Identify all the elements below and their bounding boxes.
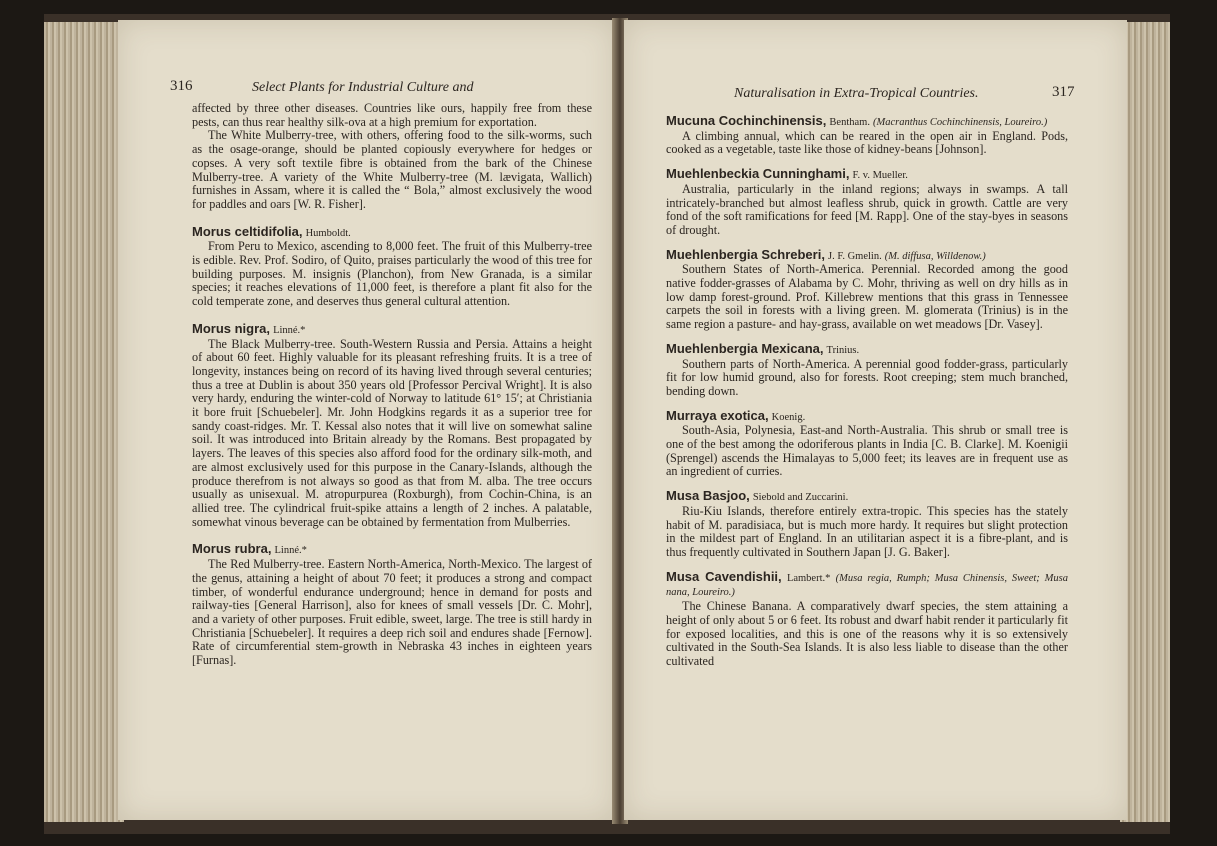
entry-text: South-Asia, Polynesia, East-and North-Australia. This shrub or small tree is one of the best among the odoriferous plants in India [C. B. Clarke]. M. Koenigii (Sprengel) ascends the Himalayas to 5,000 feet; its leaves are in frequent use as an ingredient of curries. xyxy=(666,423,1068,479)
entry-heading xyxy=(666,167,1068,183)
entry-heading xyxy=(666,409,1068,425)
entry-text: The Red Mulberry-tree. Eastern North-America, North-Mexico. The largest of the genus, attaining a height of about 70 feet; it produces a strong and compact timber, of wonderful endurance underground; hence in demand for posts and railway-ties [General Harrison], also for knees of small vessels [Dr. C. Mohr], and a variety of other purposes. Fruit edible, sweet, large. The tree is still hardy in Christiania [Schuebeler]. It requires a deep rich soil and endures shade [Fernow]. Rate of circumferential stem-growth in Nebraska 43 inches in eighteen years [Furnas]. xyxy=(192,557,592,668)
species-name: Morus nigra, xyxy=(192,320,271,336)
entry-heading xyxy=(192,542,592,558)
species-author: Linné.* xyxy=(274,545,307,557)
entry-heading xyxy=(192,225,592,241)
running-head: Naturalisation in Extra-Tropical Countries. xyxy=(734,86,979,101)
entry-heading xyxy=(666,114,1068,130)
entry-text: The Chinese Banana. A comparatively dwarf species, the stem attaining a height of only about 5 or 6 feet. Its robust and dwarf habit render it particularly fit for exposed localities, and this is one of the reasons why it is so extensively cultivated in the South-Sea Islands. It is also less liable to disease than the other cultivated xyxy=(666,599,1068,668)
entry-text: A climbing annual, which can be reared in the open air in England. Pods, cooked as a vegetable, taste like those of kidney-beans [Johnson]. xyxy=(666,128,1068,157)
species-synonym: (Macranthus Cochinchinensis, Loureiro.) xyxy=(873,117,1048,128)
species-author: Bentham. xyxy=(829,117,870,128)
species-author: Trinius. xyxy=(826,344,860,356)
entry-text: Australia, particularly in the inland regions; always in swamps. A tall intricately-branched but almost leafless shrub, quick in growth. Cattle are very fond of the soft ramifications for feed [M. Rapp]. One of the stay-byes in seasons of drought. xyxy=(666,181,1068,237)
species-synonym: (M. diffusa, Willdenow.) xyxy=(884,250,986,262)
species-name: Murraya exotica, xyxy=(666,407,769,423)
species-author: J. F. Gmelin. xyxy=(827,250,882,262)
entry-text: The Black Mulberry-tree. South-Western Russia and Persia. Attains a height of about 60 feet. Highly valuable for its pleasant refreshing fruits. It is a tree of longevity, instances being on record of its having lived through several centuries; thus a tree at Dublin is about 350 years old [Professor Percival Wright]. It is also very hardy, enduring the winter-cold of Norway to latitude 61° 15′; at Christiania it bore fruit [Schuebeler]. Mr. John Hodgkins regards it as a superior tree for sandy coast-ridges. Mr. T. Kessal also notes that it will live on somewhat saline soil. It was introduced into Britain already by the Romans. Best propagated by layers. The leaves of this species also afford food for the ordinary silk-moth, and are almost exclusively used for this purpose in the Canary-Islands, although the produce therefrom is not always so good as that from M. alba. The tree occurs usually as unisexual. M. atropurpurea (Roxburgh), from Cochin-China, is an allied tree. The cylindrical fruit-spike attains a length of 2 inches. A palatable, somewhat vinous beverage can be obtained by fermentation from Mulberries. xyxy=(192,336,592,529)
paragraph: The White Mulberry-tree, with others, offering food to the silk-worms, such as the osage-orange, should be planted copiously everywhere for hedges or copses. A very soft textile fibre is obtained from the bark of the Chinese Mulberry-tree. A variety of the White Mulberry-tree (M. lævigata, Wallich) furnishes in Assam, where it is called the “ Bola,” almost exclusively the wood for paddles and oars [W. R. Fisher]. xyxy=(192,128,592,211)
running-head: Select Plants for Industrial Culture and xyxy=(252,80,474,95)
species-name: Mucuna Cochinchinensis, xyxy=(666,113,827,128)
entry-heading xyxy=(666,342,1068,358)
right-page xyxy=(624,20,1127,820)
species-author: F. v. Mueller. xyxy=(852,170,908,182)
page-number: 317 xyxy=(1052,84,1075,100)
page-edges-left xyxy=(44,22,124,822)
species-author: Koenig. xyxy=(771,411,806,423)
species-author: Lambert.* xyxy=(786,572,831,584)
page-number: 316 xyxy=(170,78,193,94)
species-name: Muehlenbergia Schreberi, xyxy=(666,246,825,262)
species-synonym: (Musa regia, Rumph; Musa Chinensis, Sweet; Musa nana, Loureiro.) xyxy=(666,572,1068,599)
species-name: Musa Basjoo, xyxy=(666,488,750,504)
species-author: Siebold and Zuccarini. xyxy=(752,492,849,504)
species-name: Morus rubra, xyxy=(192,541,272,557)
entry-text: From Peru to Mexico, ascending to 8,000 feet. The fruit of this Mulberry-tree is edible. Rev. Prof. Sodiro, of Quito, praises particularly the wood of this tree for building purposes. M. insignis (Planchon), from New Granada, is a similar species; it reaches elevations of 11,000 feet, is therefore a plant fit also for the cold temperate zone, and deserves thus general cultural attention. xyxy=(192,239,592,309)
entry-text: Southern parts of North-America. A perennial good fodder-grass, particularly fit for low humid ground, also for forests. Root creeping; stem much branched, bending down. xyxy=(666,356,1068,398)
right-text-column xyxy=(666,114,1068,669)
entry-heading xyxy=(666,248,1068,264)
page-edges-right xyxy=(1120,22,1170,822)
entry-heading xyxy=(666,489,1068,505)
species-name: Muehlenbergia Mexicana, xyxy=(666,340,824,356)
species-name: Muehlenbeckia Cunninghami, xyxy=(666,166,850,182)
species-author: Humboldt. xyxy=(305,227,351,239)
species-author: Linné.* xyxy=(273,324,306,336)
entry-heading xyxy=(192,322,592,338)
entry-text: Riu-Kiu Islands, therefore entirely extra-tropic. This species has the stately habit of M. paradisiaca, but is much more hardy. It requires but slight protection in the mildest part of England. In an utilitarian aspect it is a fibre-plant, and is thus frequently cultivated in Southern Japan [J. G. Baker]. xyxy=(666,503,1068,559)
left-page xyxy=(118,20,615,820)
species-name: Morus celtidifolia, xyxy=(192,223,303,239)
paragraph: affected by three other diseases. Countries like ours, happily free from these pests, can thus rear healthy silk-ova at a high premium for exportation. xyxy=(192,101,592,129)
entry-heading xyxy=(666,570,1068,600)
species-name: Musa Cavendishii, xyxy=(666,568,782,584)
entry-text: Southern States of North-America. Perennial. Recorded among the good native fodder-grasses of Alabama by C. Mohr, thriving as well on dry hills as in low damp forest-ground. Prof. Killebrew mentions that this grass in Tennessee carpets the soil in forests with a living green. M. glomerata (Trinius) is in the same region a pasture- and hay-grass, available on wet meadows [Dr. Vasey]. xyxy=(666,262,1068,332)
left-text-column xyxy=(192,102,592,668)
